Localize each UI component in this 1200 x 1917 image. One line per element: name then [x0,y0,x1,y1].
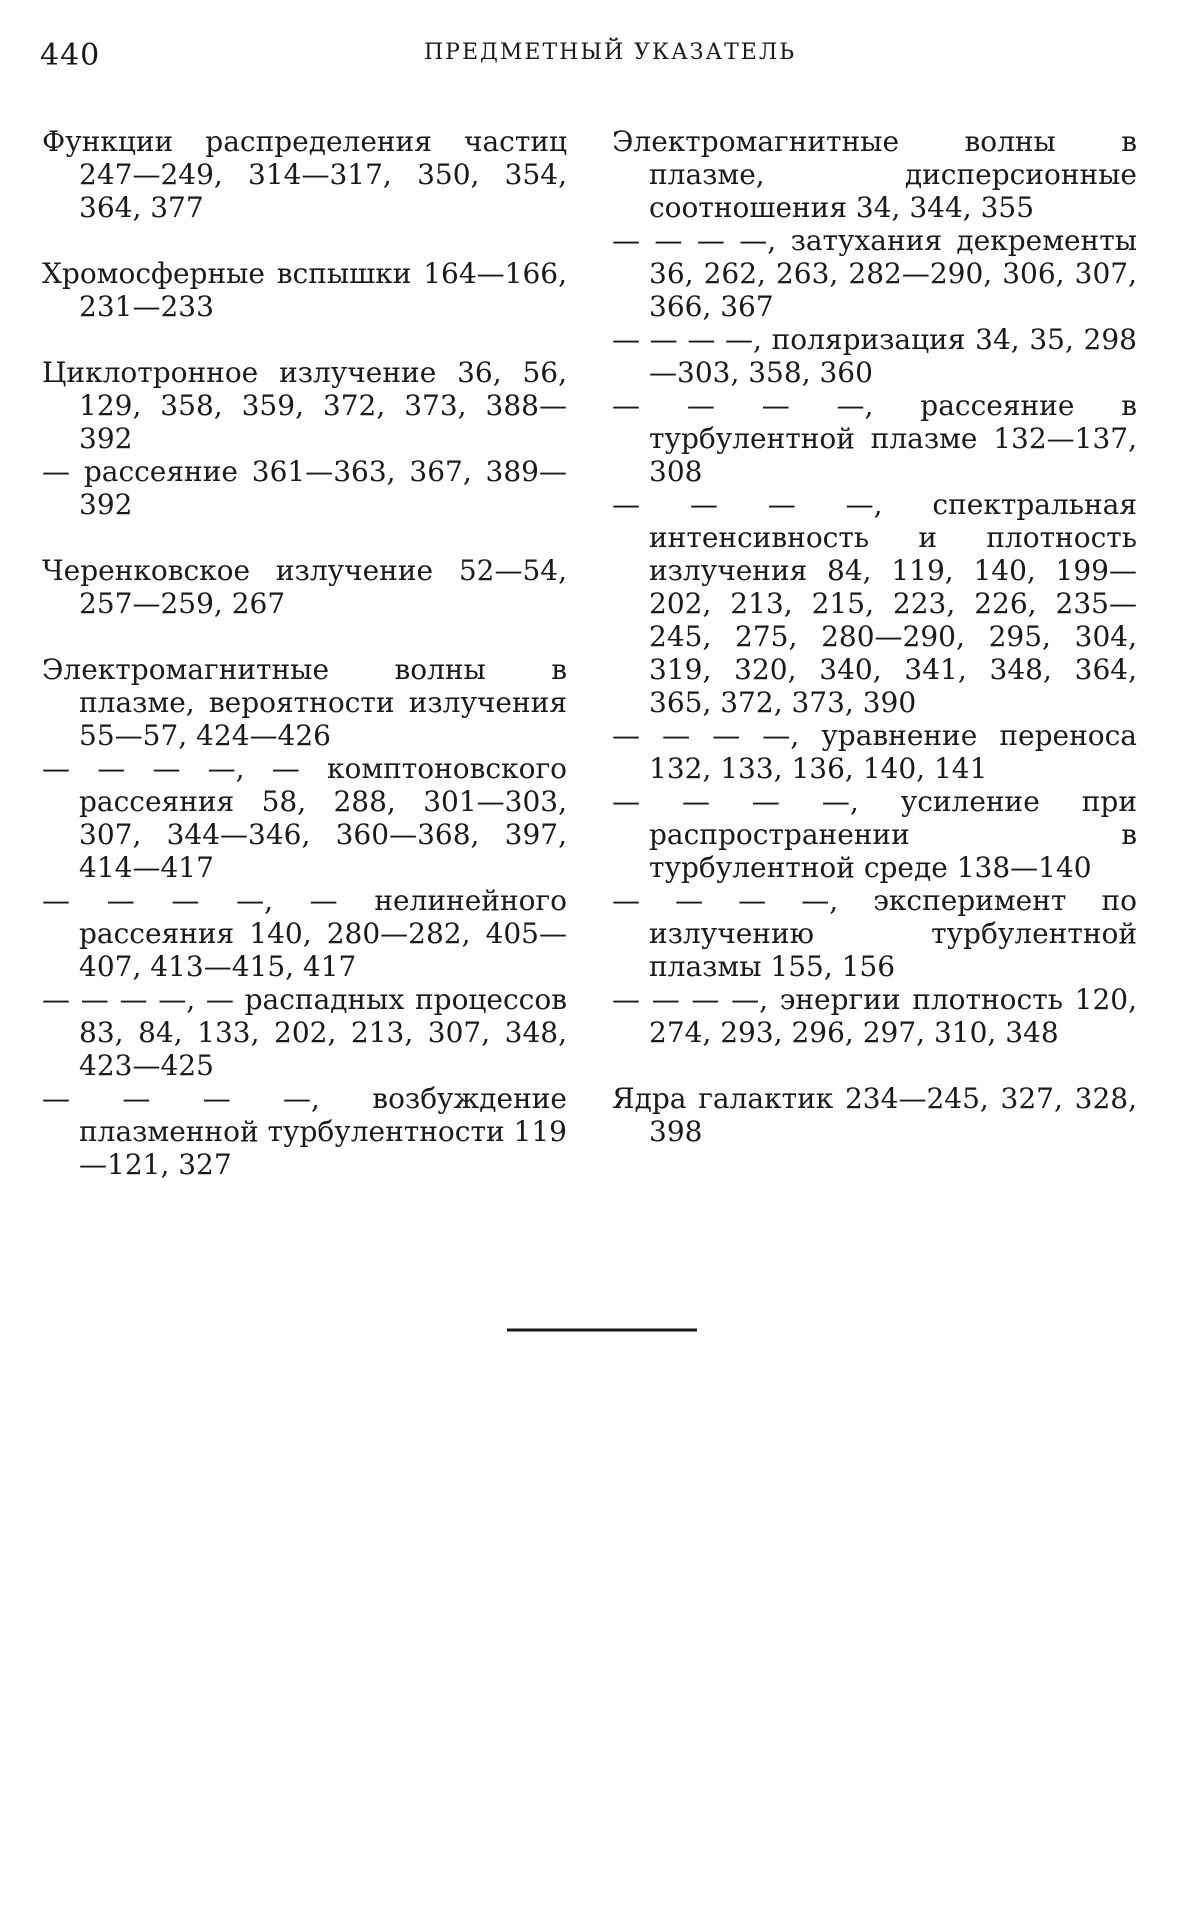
index-entry: Черенковское излучение 52—54, 257—259, 267 [42,554,567,620]
index-entry: Электромагнитные волны в плазме, дисперсионные соотношения 34, 344, 355 [612,125,1137,224]
index-subentry: — — — —, — комптоновского рассеяния 58, 288, 301—303, 307, 344—346, 360—368, 397, 414—417 [42,752,567,884]
index-subentry: — — — —, эксперимент по излучению турбулентной плазмы 155, 156 [612,884,1137,983]
page-header [40,38,1150,78]
index-subentry: — рассеяние 361—363, 367, 389—392 [42,455,567,521]
index-subentry: — — — —, возбуждение плазменной турбулентности 119—121, 327 [42,1082,567,1181]
index-subentry: — — — —, уравнение переноса 132, 133, 136, 140, 141 [612,719,1137,785]
index-subentry: — — — —, усиление при распространении в турбулентной среде 138—140 [612,785,1137,884]
page-number: 440 [40,38,101,73]
index-subentry: — — — —, рассеяние в турбулентной плазме 132—137, 308 [612,389,1137,488]
index-subentry: — — — —, затухания декременты 36, 262, 263, 282—290, 306, 307, 366, 367 [612,224,1137,323]
index-entry: Функции распределения частиц 247—249, 314—317, 350, 354, 364, 377 [42,125,567,224]
running-title: ПРЕДМЕТНЫЙ УКАЗАТЕЛЬ [423,40,797,65]
index-column-right [612,125,1137,1148]
index-subentry: — — — —, — распадных процессов 83, 84, 133, 202, 213, 307, 348, 423—425 [42,983,567,1082]
index-entry: Ядра галактик 234—245, 327, 328, 398 [612,1082,1137,1148]
index-entry: Хромосферные вспышки 164—166, 231—233 [42,257,567,323]
index-subentry: — — — —, спектральная интенсивность и плотность излучения 84, 119, 140, 199—202, 213, 215, 223, 226, 235—245, 275, 280—290, 295, 304, 319, 320, 340, 341, 348, 364, 365, 372, 373, 390 [612,488,1137,719]
index-subentry: — — — —, поляризация 34, 35, 298—303, 358, 360 [612,323,1137,389]
index-column-left [42,125,567,1181]
index-subentry: — — — —, — нелинейного рассеяния 140, 280—282, 405—407, 413—415, 417 [42,884,567,983]
index-subentry: — — — —, энергии плотность 120, 274, 293, 296, 297, 310, 348 [612,983,1137,1049]
index-entry: Электромагнитные волны в плазме, вероятности излучения 55—57, 424—426 [42,653,567,752]
closing-rule [507,1327,697,1333]
index-entry: Циклотронное излучение 36, 56, 129, 358, 359, 372, 373, 388—392 [42,356,567,455]
